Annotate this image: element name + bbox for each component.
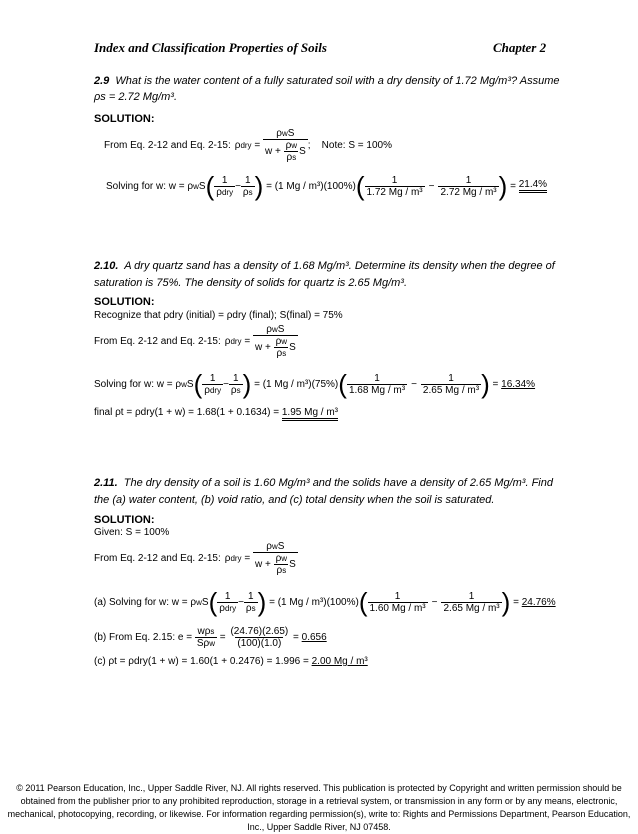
denominator-1: 1.60 Mg / m³ (369, 602, 426, 614)
final-total-density (94, 407, 338, 418)
problem-2-10-question (94, 259, 555, 274)
b-prefix: (b) From Eq. 2.15: (94, 632, 176, 643)
question-line-2: ρs = 2.72 Mg/m³. (94, 91, 178, 103)
equation-rho-dry: From Eq. 2-12 and Eq. 2-15: ρdry = ρwS w + $\frac{\rho w}{\rho s}$ S ; Note: S = 100% (104, 128, 392, 163)
equation-prefix: From Eq. 2-12 and Eq. 2-15: (104, 140, 231, 151)
denominator-2: 2.65 Mg / m³ (422, 384, 480, 396)
solve-mid: (1 Mg / m³)(100%) (274, 180, 356, 192)
question-line-2: saturation is 75%. The density of solids for quartz is 2.65 Mg/m³. (94, 277, 408, 289)
given-line: Given: S = 100% (94, 527, 170, 538)
question-line-1: What is the water content of a fully saturated soil with a dry density of 1.72 Mg/m³? Assume (115, 75, 560, 87)
b-numerator: (24.76)(2.65) (230, 626, 289, 637)
solve-prefix: Solving for w: (106, 180, 167, 192)
result-water-content: 16.34% (501, 378, 536, 390)
solution-label: SOLUTION: (94, 296, 155, 308)
solve-prefix: (a) Solving for w: (94, 596, 170, 608)
page-header-chapter: Chapter 2 (493, 40, 547, 55)
final-result: 1.95 Mg / m³ (282, 407, 338, 421)
problem-number: 2.10. (94, 260, 119, 272)
equation-prefix: From Eq. 2-12 and Eq. 2-15: (94, 336, 221, 347)
recognize-line: Recognize that ρdry (initial) = ρdry (final); S(final) = 75% (94, 310, 343, 321)
denominator-2: 2.72 Mg / m³ (440, 186, 497, 198)
denominator-2: 2.65 Mg / m³ (443, 602, 500, 614)
question-line-1: The dry density of a soil is 1.60 Mg/m³ and the solids have a density of 2.65 Mg/m³. Find (123, 477, 553, 489)
problem-number: 2.11. (94, 477, 118, 489)
equation-prefix: From Eq. 2-12 and Eq. 2-15: (94, 553, 221, 564)
result-water-content: 21.4% (519, 179, 547, 193)
solve-prefix: Solving for w: (94, 378, 155, 390)
equation-note: Note: S = 100% (321, 140, 392, 151)
result-void-ratio: 0.656 (301, 632, 327, 643)
c-lhs: (c) ρt = ρdry(1 + w) = 1.60(1 + 0.2476) = 1.996 = (94, 656, 309, 667)
page-header-title: Index and Classification Properties of Soils (94, 40, 327, 55)
solution-label: SOLUTION: (94, 113, 155, 125)
final-lhs: final ρt = ρdry(1 + w) = 1.68(1 + 0.1634) = (94, 407, 280, 418)
equation-rho-dry: From Eq. 2-12 and Eq. 2-15: ρdry = ρwS w + $\frac{\rho w}{\rho s}$ S (94, 541, 296, 576)
solve-mid: (1 Mg / m³)(75%) (262, 378, 339, 390)
solve-mid: (1 Mg / m³)(100%) (277, 596, 359, 608)
equation-solve-w: Solving for w: w = ρwS ( $\frac{1}{\text{ρdry}}$ − $\frac{1}{\rho s}$ ) = (1 Mg / m³)(75%) ( $\frac{1}{\text{1.68 Mg / m³}}$ − $\frac{1}{\text{2.65 Mg / m³}}$ ) = 16.34% (94, 369, 536, 399)
question-line-2: the (a) water content, (b) void ratio, and (c) total density when the soil is saturated. (94, 494, 495, 506)
equation-solve-w: Solving for w: w = ρwS ( $\frac{1}{\text{ρdry}}$ − $\frac{1}{\rho s}$ ) = (1 Mg / m³)(100%) ( $\frac{1}{\text{1.72 Mg / m³}}$ − $\frac{1}{\text{2.72 Mg / m³}}$ ) = 21.4% (106, 171, 548, 201)
problem-2-9-question (94, 74, 560, 89)
equation-void-ratio: (b) From Eq. 2.15: e = $\frac{\text{wρs}}{\text{Sρw}}$ = $\frac{(24.76)(2.65)}{(100)(1.0)}$ = 0.656 (94, 626, 327, 649)
question-line-1: A dry quartz sand has a density of 1.68 Mg/m³. Determine its density when the degree of (124, 260, 555, 272)
problem-number: 2.9 (94, 75, 110, 87)
equation-solve-w: (a) Solving for w: w = ρwS ( $\frac{1}{\text{ρdry}}$ − $\frac{1}{\rho s}$ ) = (1 Mg / m³)(100%) ( $\frac{1}{\text{1.60 Mg / m³}}$ − $\frac{1}{\text{2.65 Mg / m³}}$ ) = 24.76% (94, 587, 556, 617)
denominator-1: 1.68 Mg / m³ (348, 384, 406, 396)
copyright-footer: © 2011 Pearson Education, Inc., Upper Saddle River, NJ. All rights reserved. This publication is protected by Copyright and written permission should be obtained from the publisher prior to any prohibited reproduction, storage in a retrieval system, or transmission in any form or by any means, electronic, mechanical, photocopying, recording, or likewise. For information regarding permission(s), write to: Rights and Permissions Department, Pearson Education, Inc., Upper Saddle River, NJ 07458. (7, 783, 631, 832)
equation-total-density (94, 656, 368, 667)
denominator-1: 1.72 Mg / m³ (366, 186, 423, 198)
b-denominator: (100)(1.0) (237, 638, 282, 649)
equation-rho-dry: From Eq. 2-12 and Eq. 2-15: ρdry = ρwS w + $\frac{\rho w}{\rho s}$ S (94, 324, 296, 359)
problem-2-11-question (94, 476, 553, 491)
solution-label: SOLUTION: (94, 514, 155, 526)
result-total-density: 2.00 Mg / m³ (311, 656, 368, 667)
result-water-content: 24.76% (521, 596, 556, 608)
